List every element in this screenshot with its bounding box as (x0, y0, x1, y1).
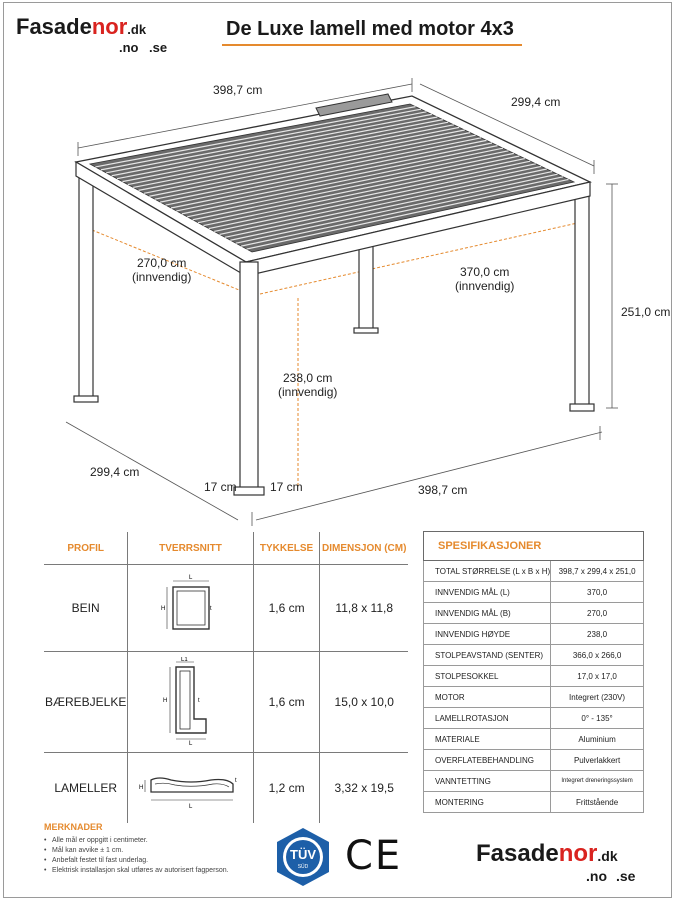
spec-value: 17,0 x 17,0 (551, 666, 644, 687)
spec-value: Aluminium (551, 729, 644, 750)
spec-table (423, 531, 644, 813)
cross-section-beam-icon (146, 657, 236, 745)
profile-dimension: 3,32 x 19,5 (320, 753, 408, 824)
spec-value: 270,0 (551, 603, 644, 624)
spec-value: Frittstående (551, 792, 644, 813)
profile-name: BEIN (44, 565, 128, 652)
table-row (424, 729, 644, 750)
label-l1: L1 (180, 656, 188, 663)
profile-thickness: 1,6 cm (253, 565, 320, 652)
profile-name: BÆREBJELKE (44, 652, 128, 753)
spec-value: Integrert dreneringssystem (551, 771, 644, 792)
dim-top-width: 299,4 cm (511, 95, 561, 109)
cross-section-square-icon (146, 572, 236, 642)
table-row (424, 645, 644, 666)
spec-key: INNVENDIG HØYDE (424, 624, 551, 645)
brand-tld-no: .no (119, 40, 139, 55)
dim-post-b: 17 cm (270, 480, 303, 494)
dim-top-length: 398,7 cm (213, 83, 263, 97)
spec-key: INNVENDIG MÅL (B) (424, 603, 551, 624)
brand-tld-se: .se (616, 868, 636, 884)
page-title: De Luxe lamell med motor 4x3 (226, 18, 514, 40)
pergola-post-right (570, 186, 594, 411)
profile-table-header (44, 532, 408, 565)
spec-value: 366,0 x 266,0 (551, 645, 644, 666)
spec-key: VANNTETTING (424, 771, 551, 792)
ce-mark: CE (345, 833, 403, 879)
pergola-posts-back (354, 244, 378, 333)
spec-key: STOLPESOKKEL (424, 666, 551, 687)
list-item: • Anbefalt festet til fast underlag. (52, 856, 229, 866)
brand-tld-no: .no (586, 868, 607, 884)
brand-tld: .dk (597, 848, 618, 864)
label-h: H (160, 605, 165, 612)
spec-table-header: SPESIFIKASJONER (424, 532, 644, 561)
dim-bottom-width: 299,4 cm (90, 465, 140, 479)
brand-logo-bottom (476, 840, 636, 884)
cross-section-baerebjelke (128, 652, 253, 753)
tuv-sud-logo (272, 826, 334, 888)
profile-thickness: 1,6 cm (253, 652, 320, 753)
list-item: • Alle mål er oppgitt i centimeter. (52, 836, 229, 846)
spec-value: 0° - 135° (551, 708, 644, 729)
spec-key: LAMELLROTASJON (424, 708, 551, 729)
dim-inner-width-note: (innvendig) (132, 270, 192, 284)
list-item: • Elektrisk installasjon skal utføres av autorisert fagperson. (52, 866, 229, 876)
cross-section-slat-icon (131, 762, 251, 812)
tuv-text: TÜV (290, 847, 316, 862)
label-t: t (209, 605, 212, 612)
spec-value: Pulverlakkert (551, 750, 644, 771)
label-t: t (197, 697, 200, 704)
profile-name: LAMELLER (44, 753, 128, 824)
col-header-tykkelse: TYKKELSE (253, 532, 320, 565)
table-row (424, 771, 644, 792)
spec-key: MATERIALE (424, 729, 551, 750)
table-row (424, 603, 644, 624)
table-row (424, 582, 644, 603)
brand-tld-se: .se (149, 40, 168, 55)
spec-value: 238,0 (551, 624, 644, 645)
brand-name-b: nor (558, 840, 598, 867)
label-l: L (188, 740, 192, 745)
profile-thickness: 1,2 cm (253, 753, 320, 824)
col-header-tverrsnitt: TVERRSNITT (128, 532, 253, 565)
dim-inner-height-value: 238,0 cm (283, 371, 333, 385)
pergola-post-left (74, 172, 98, 402)
list-item: • Mål kan avvike ± 1 cm. (52, 846, 229, 856)
dim-height: 251,0 cm (621, 305, 671, 319)
dim-inner-height (278, 371, 337, 399)
col-header-profil: PROFIL (44, 532, 128, 565)
dim-inner-width (132, 256, 191, 284)
label-t: t (234, 777, 237, 784)
pergola-post-front (234, 262, 264, 495)
dim-inner-length (455, 265, 514, 293)
table-row (424, 750, 644, 771)
cross-section-lameller (128, 753, 253, 824)
spec-key: STOLPEAVSTAND (SENTER) (424, 645, 551, 666)
notes-section (44, 822, 229, 876)
spec-value: 370,0 (551, 582, 644, 603)
label-h: H (162, 697, 167, 704)
brand-tld: .dk (127, 22, 147, 37)
label-l: L (188, 574, 192, 581)
table-row (424, 792, 644, 813)
spec-key: OVERFLATEBEHANDLING (424, 750, 551, 771)
spec-key: MONTERING (424, 792, 551, 813)
table-row (424, 666, 644, 687)
spec-key: INNVENDIG MÅL (L) (424, 582, 551, 603)
col-header-dimensjon: DIMENSJON (CM) (320, 532, 408, 565)
spec-key: MOTOR (424, 687, 551, 708)
brand-name-a: Fasade (476, 840, 559, 867)
brand-name-b: nor (91, 14, 128, 39)
table-row (424, 687, 644, 708)
notes-header: MERKNADER (44, 822, 103, 832)
label-l: L (188, 803, 192, 810)
table-row (424, 708, 644, 729)
table-row (424, 561, 644, 582)
profile-dimension: 15,0 x 10,0 (320, 652, 408, 753)
spec-value: Integrert (230V) (551, 687, 644, 708)
dim-post-a: 17 cm (204, 480, 237, 494)
cross-section-bein (128, 565, 253, 652)
dim-inner-height-note: (innvendig) (278, 385, 338, 399)
dim-bottom-length: 398,7 cm (418, 483, 468, 497)
spec-key: TOTAL STØRRELSE (L x B x H) (424, 561, 551, 582)
dim-inner-length-value: 370,0 cm (460, 265, 510, 279)
dim-inner-length-note: (innvendig) (455, 279, 515, 293)
dim-inner-width-value: 270,0 cm (137, 256, 187, 270)
label-h: H (138, 784, 143, 791)
spec-value: 398,7 x 299,4 x 251,0 (551, 561, 644, 582)
brand-name-a: Fasade (16, 14, 92, 39)
table-row (424, 624, 644, 645)
table-row (44, 652, 408, 753)
table-row (44, 565, 408, 652)
table-row (44, 753, 408, 824)
notes-list (44, 836, 229, 876)
profile-dimension: 11,8 x 11,8 (320, 565, 408, 652)
tuv-sub-text: SÜD (297, 864, 309, 870)
profile-table (44, 532, 408, 823)
